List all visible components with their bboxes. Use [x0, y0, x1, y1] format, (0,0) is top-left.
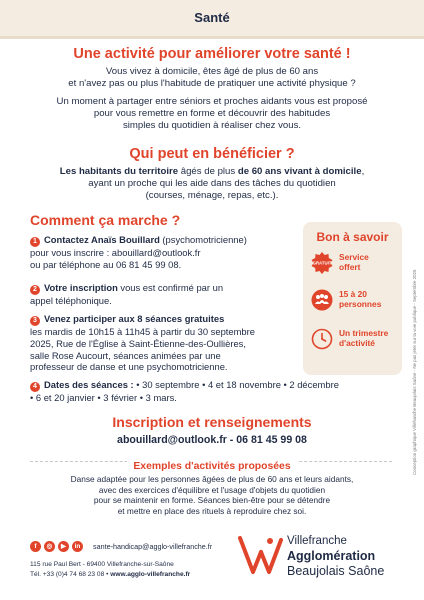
- step-3-line-4: salle Rose Aucourt, séances animées par une: [30, 349, 221, 361]
- step-3-bold: Venez participer aux 8 séances gratuites: [44, 313, 225, 324]
- step-2-bold: Votre inscription: [44, 282, 118, 293]
- eligibility-heading: Qui peut en bénéficier ?: [129, 146, 295, 162]
- how-heading: Comment ça marche ?: [30, 212, 181, 228]
- logo-line-2: Agglomération: [287, 549, 376, 563]
- instagram-icon[interactable]: ◎: [44, 541, 55, 552]
- examples-heading: Exemples d'activités proposées: [127, 461, 296, 472]
- footer-email[interactable]: sante-handicap@agglo-villefranche.fr: [93, 542, 213, 551]
- step-1-number: 1: [30, 237, 40, 247]
- eligibility-line-3: (courses, ménage, repas, etc.).: [145, 190, 279, 201]
- header-divider: [0, 36, 424, 39]
- free-badge-text: GRATUIT: [312, 260, 332, 266]
- step-3: [30, 313, 295, 373]
- step-2-number: 2: [30, 285, 40, 295]
- step-3-line-2: les mardis de 10h15 à 11h45 à partir du 30 septembre: [30, 326, 255, 337]
- footer-phone: Tél. +33 (0)4 74 68 23 08 •: [30, 571, 111, 578]
- step-4: [30, 379, 400, 404]
- intro-paragraph-1: Un moment à partager entre séniors et proches aidants vous est proposé: [56, 96, 368, 107]
- eligibility-bold-1: Les habitants du territoire: [59, 166, 179, 177]
- step-4-line-2: • 6 et 20 janvier • 3 février • 3 mars.: [30, 392, 177, 403]
- eligibility-mid: âgés de plus: [178, 166, 238, 177]
- clock-icon: [311, 328, 333, 350]
- linkedin-icon[interactable]: in: [72, 541, 83, 552]
- step-1-line-3: ou par téléphone au 06 81 45 99 08.: [30, 258, 182, 270]
- step-1-rest: (psychomotricienne): [159, 234, 247, 245]
- header-bar: [0, 0, 424, 36]
- intro-paragraph-2: pour vous remettre en forme et découvrir des habitudes: [93, 108, 331, 119]
- good-to-know-panel: [303, 222, 402, 375]
- good-to-know-title: Bon à savoir: [316, 230, 389, 244]
- intro-heading: Une activité pour améliorer votre santé !: [73, 46, 351, 62]
- eligibility-line-2: ayant un proche qui les aide dans des tâches du quotidien: [88, 178, 336, 189]
- group-line-2: personnes: [339, 299, 382, 310]
- step-4-number: 4: [30, 382, 40, 392]
- footer-website[interactable]: www.agglo-villefranche.fr: [110, 571, 191, 578]
- examples-title-wrap: [0, 456, 424, 474]
- agglo-logo: [237, 528, 412, 588]
- step-1: [30, 234, 295, 271]
- free-line-2: offert: [339, 262, 361, 273]
- side-credit-text: Conception graphique Villefranche Beaujolais Saône - Ne pas jeter sur la voie publique - Septembre 2025: [412, 269, 417, 475]
- intro-paragraph-3: simples du quotidien à réaliser chez vous.: [122, 120, 302, 131]
- logo-line-1: Villefranche: [287, 535, 347, 547]
- examples-line-1: Danse adaptée pour les personnes âgées de plus de 60 ans et leurs aidants,: [70, 474, 354, 484]
- examples-line-4: et mettre en place des rituels à reproduire chez soi.: [117, 505, 307, 516]
- eligibility-line-1: [0, 166, 424, 178]
- step-3-number: 3: [30, 316, 40, 326]
- step-2-line-2: appel téléphonique.: [30, 295, 112, 306]
- free-line-1: Service: [339, 252, 369, 262]
- good-to-know-item-duration: [339, 328, 399, 349]
- free-badge-icon: [311, 252, 333, 274]
- intro-line-1: Vous vivez à domicile, êtes âgé de plus de 60 ans: [105, 66, 319, 77]
- duration-line-2: d'activité: [339, 338, 375, 349]
- good-to-know-item-free: [339, 252, 399, 273]
- step-4-bold: Dates des séances :: [44, 379, 134, 390]
- intro-line-2: et n'avez pas ou plus l'habitude de pratiquer une activité physique ?: [68, 78, 356, 89]
- step-1-line-2: pour vous inscrire : abouillard@outlook.fr: [30, 247, 201, 258]
- registration-contact: abouillard@outlook.fr - 06 81 45 99 08: [117, 434, 307, 446]
- step-3-line-3: 2025, Rue de l'Église à Saint-Étienne-des-Oullières,: [30, 337, 246, 349]
- group-people-icon: [311, 289, 333, 311]
- examples-text: [50, 474, 374, 516]
- duration-line-1: Un trimestre: [339, 328, 389, 338]
- agglo-logo-mark-icon: [237, 532, 283, 584]
- good-to-know-item-group: [339, 289, 399, 310]
- facebook-icon[interactable]: f: [30, 541, 41, 552]
- examples-line-2: avec des exercices d'équilibre et l'usage d'objets du quotidien: [98, 484, 326, 495]
- page-title: Santé: [194, 10, 230, 25]
- registration-heading: Inscription et renseignements: [112, 414, 312, 430]
- step-3-line-5: professeur de danse et une psychomotricienne.: [30, 361, 228, 373]
- step-2: [30, 282, 295, 307]
- footer-address-block: [30, 560, 190, 580]
- step-2-rest: vous est confirmé par un: [117, 282, 224, 293]
- youtube-icon[interactable]: ▶: [58, 541, 69, 552]
- step-1-bold: Contactez Anaïs Bouillard: [44, 234, 160, 245]
- logo-line-3: Beaujolais Saône: [287, 564, 385, 578]
- footer-address: 115 rue Paul Bert - 69400 Villefranche-sur-Saône: [30, 561, 174, 568]
- examples-line-3: pour se maintenir en forme. Séances bien-être pour se détendre: [93, 495, 331, 506]
- group-line-1: 15 à 20: [339, 289, 367, 299]
- eligibility-bold-2: de 60 ans vivant à domicile: [237, 166, 362, 177]
- eligibility-end: ,: [361, 166, 365, 177]
- step-4-rest: • 30 septembre • 4 et 18 novembre • 2 décembre: [133, 379, 339, 390]
